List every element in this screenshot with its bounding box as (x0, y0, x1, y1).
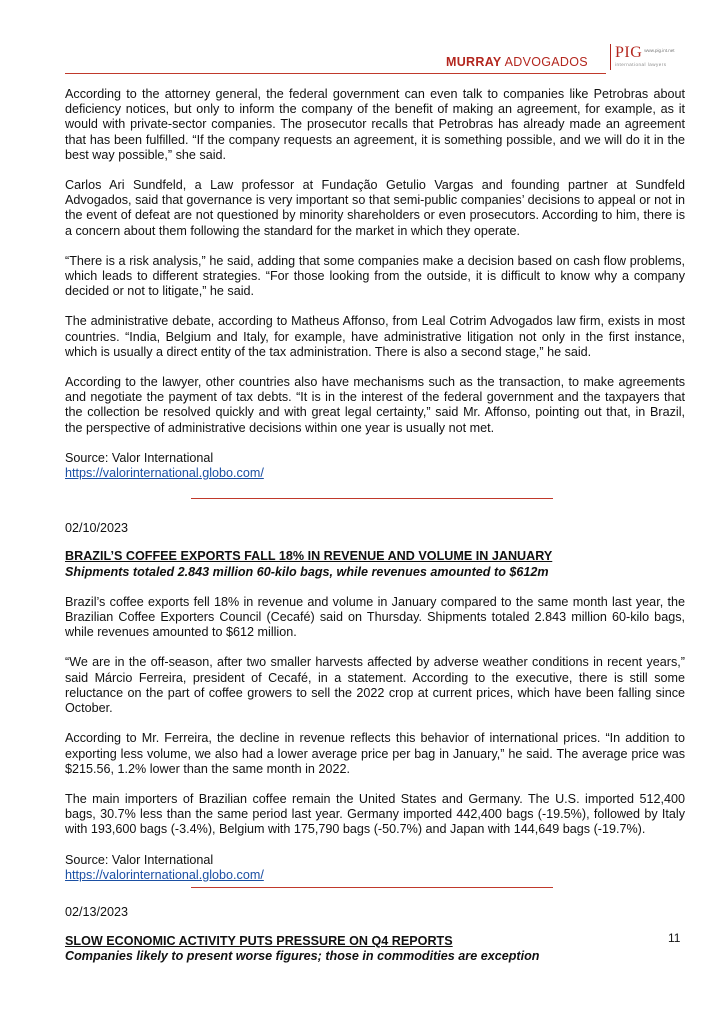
article1-source-link[interactable]: https://valorinternational.globo.com/ (65, 466, 264, 481)
article2-paragraph-2: “We are in the off-season, after two smaller harvests affected by adverse weather conditions in recent years,” said Márcio Ferreira, president of Cecafé, in a statement. According to the executive, there is still some reluctance on the part of coffee growers to sell the 2022 crop at current prices, which have been falling since October. (65, 655, 685, 716)
logo-separator (610, 44, 611, 70)
article3-subheadline: Companies likely to present worse figures; those in commodities are exception (65, 949, 540, 964)
article2-paragraph-4: The main importers of Brazilian coffee remain the United States and Germany. The U.S. imported 512,400 bags, 30.7% less than the same period last year. Germany imported 442,400 bags (-19.5%), followed by Italy with 193,600 bags (-3.4%), Belgium with 175,790 bags (-50.7%) and Japan with 144,649 bags (-19.7%). (65, 791, 685, 837)
article1-source: Source: Valor International (65, 450, 214, 465)
article1-paragraph-4: The administrative debate, according to Matheus Affonso, from Leal Cotrim Advogados law firm, exists in most countries. “India, Belgium and Italy, for example, have administrative litigation not only in the first instance, which is usually a direct entity of the tax administration. There is also a second stage,” he said. (65, 314, 685, 359)
article1-paragraph-2: Carlos Ari Sundfeld, a Law professor at Fundação Getulio Vargas and founding partner at Sundfeld Advogados, said that governance is very important so that semi-public companies’ decisions to appeal or not in the event of defeat are not questioned by minority shareholders or even prosecutors. According to him, there is a concern about them following the standard for the market in which they operate. (65, 178, 685, 238)
firm-logo (446, 55, 588, 69)
partner-logo (615, 44, 675, 67)
article1-paragraph-3: “There is a risk analysis,” he said, adding that some companies make a decision based on cash flow problems, which leads to different strategies. “For those looking from the outside, it is difficult to know why a company decided or not to litigate,” he said. (65, 253, 685, 299)
article2-source-link[interactable]: https://valorinternational.globo.com/ (65, 867, 264, 882)
article1-paragraph-5: According to the lawyer, other countries also have mechanisms such as the transaction, to make agreements and negotiate the payment of tax debts. “It is in the interest of the federal government and the taxpayers that the collection be resolved quickly and with great legal certainty,” said Mr. Affonso, pointing out that, in Brazil, the perspective of administrative decisions within one year is usually not met. (65, 375, 685, 435)
brand-name-bold: MURRAY (446, 55, 502, 69)
article2-paragraph-3: According to Mr. Ferreira, the decline in revenue reflects this behavior of international prices. “In addition to exporting less volume, we also had a lower average price per bag in January,” he said. The average price was $215.56, 1.2% lower than the same month in 2022. (65, 731, 685, 776)
page-content (65, 87, 685, 965)
partner-logo-mark: PIG (615, 44, 643, 61)
partner-logo-tagline: international lawyers (615, 62, 667, 67)
article3-date: 02/13/2023 (65, 904, 129, 919)
section-divider-1 (191, 498, 553, 499)
article2-paragraph-1: Brazil’s coffee exports fell 18% in revenue and volume in January compared to the same month last year, the Brazilian Coffee Exporters Council (Cecafé) said on Thursday. Shipments totaled 2.843 million 60-kilo bags, while revenues amounted to $612 million. (65, 594, 685, 640)
article2-date: 02/10/2023 (65, 521, 129, 536)
brand-name-rest: ADVOGADOS (501, 55, 588, 69)
header-divider (65, 73, 606, 74)
partner-logo-url: www.pig.int.net (644, 48, 675, 53)
article1-paragraph-1: According to the attorney general, the federal government can even talk to companies like Petrobras about deficiency notices, but only to inform the company of the benefit of making an agreement, for example, as it would with private-sector companies. The prosecutor recalls that Petrobras has already made an agreement that has been fulfilled. “If the company requests an agreement, it is something possible, and we will do it in the best way possible,” she said. (65, 87, 685, 162)
article3-headline: SLOW ECONOMIC ACTIVITY PUTS PRESSURE ON Q4 REPORTS (65, 934, 453, 949)
article2-subheadline: Shipments totaled 2.843 million 60-kilo bags, while revenues amounted to $612m (65, 564, 549, 579)
article2-source: Source: Valor International (65, 852, 214, 867)
article2-headline: BRAZIL’S COFFEE EXPORTS FALL 18% IN REVENUE AND VOLUME IN JANUARY (65, 549, 553, 564)
section-divider-2 (191, 887, 553, 888)
page-number: 11 (668, 931, 681, 945)
